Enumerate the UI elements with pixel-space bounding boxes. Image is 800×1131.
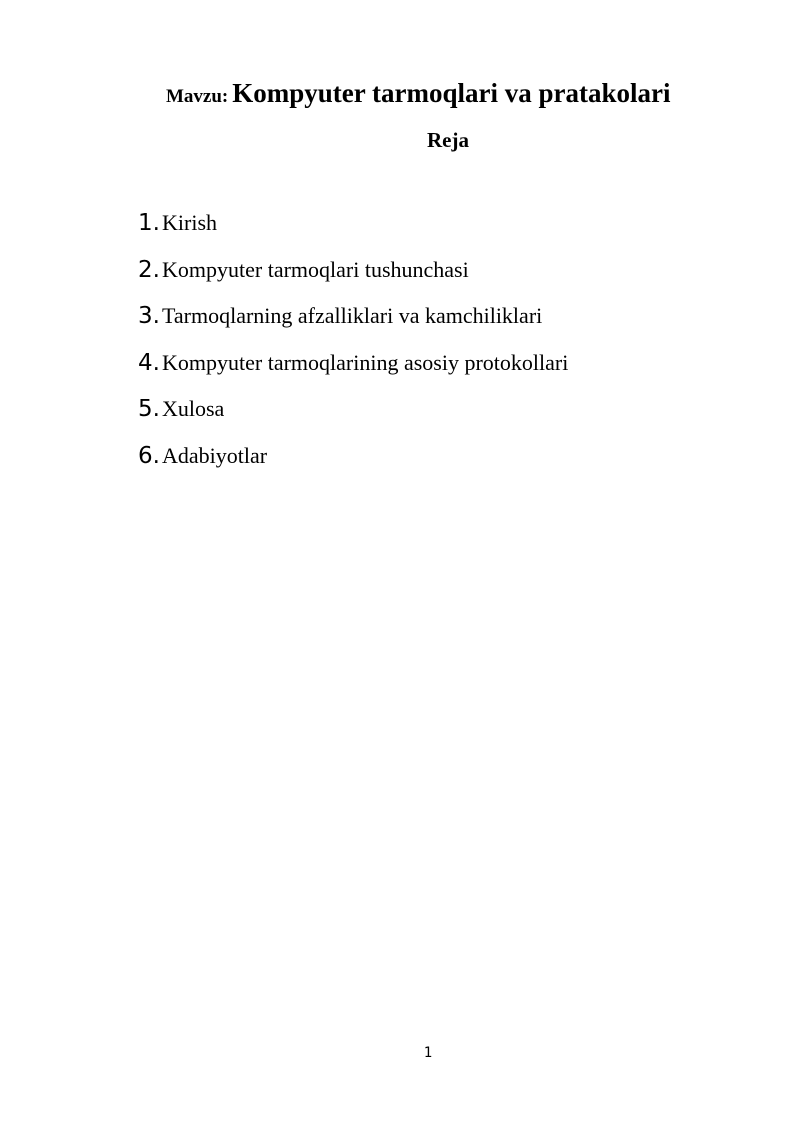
plan-heading: Reja [427, 128, 469, 152]
page-number: 1 [423, 1045, 433, 1061]
plan-item [138, 257, 568, 304]
plan-item-number: 6. [138, 442, 160, 469]
plan-item-number: 2. [138, 256, 160, 283]
plan-item-label: Kompyuter tarmoqlari tushunchasi [162, 256, 469, 282]
page-title [166, 78, 670, 109]
plan-item-label: Xulosa [162, 396, 225, 422]
plan-item-number: 1. [138, 210, 160, 236]
plan-item [138, 303, 568, 350]
plan-item-number: 4. [138, 349, 160, 376]
plan-item [138, 396, 568, 443]
plan-item-label: Kirish [162, 210, 217, 235]
plan-item [138, 210, 568, 257]
plan-item-label: Kompyuter tarmoqlarining asosiy protokollari [162, 349, 569, 375]
title-prefix: Mavzu: [166, 86, 229, 107]
plan-item [138, 443, 568, 490]
plan-item-number: 3. [138, 303, 160, 330]
title-text: Kompyuter tarmoqlari va pratakolari [232, 78, 671, 108]
plan-item-number: 5. [138, 396, 160, 423]
plan-item-label: Tarmoqlarning afzalliklari va kamchiliklari [162, 303, 543, 329]
plan-list [138, 210, 568, 490]
plan-item [138, 350, 568, 397]
plan-item-label: Adabiyotlar [162, 442, 268, 468]
